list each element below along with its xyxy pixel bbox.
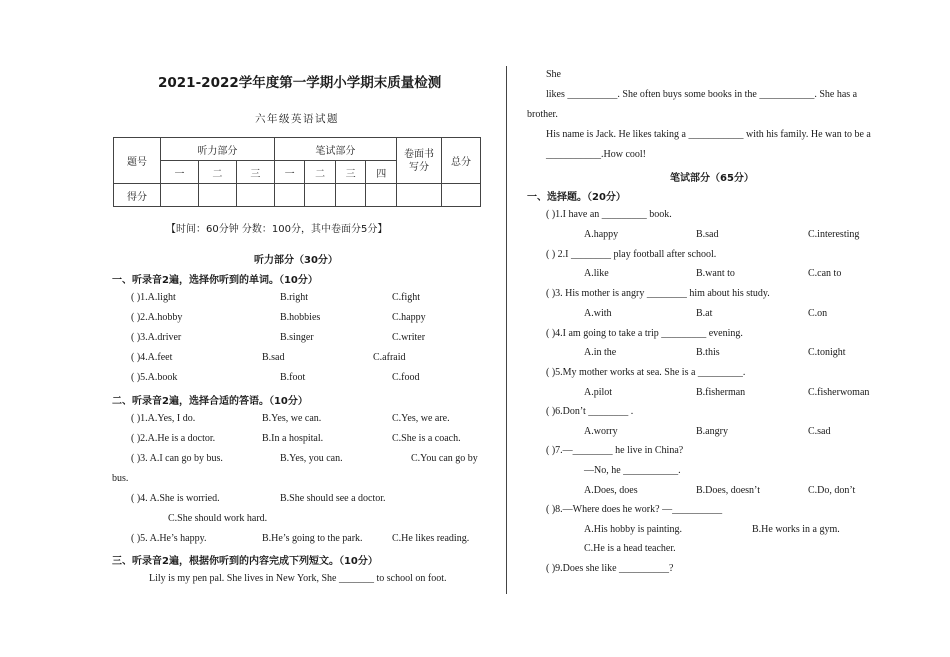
r-q9: ( )9.Does she like __________? — [546, 563, 674, 574]
r-q7-a: A.Does, does — [584, 485, 638, 496]
r-q8-a: A.His hobby is painting. — [584, 524, 683, 535]
r-q4-c: C.tonight — [808, 347, 846, 358]
score-col-w2: 二 — [305, 161, 336, 184]
score-table-handwriting: 卷面书写分 — [397, 138, 442, 184]
l-s2-q4-b: B.She should see a doctor. — [280, 493, 386, 504]
l-s2-q3-wrap: bus. — [112, 473, 129, 484]
score-col-w4: 四 — [366, 161, 397, 184]
r-q8: ( )8.—Where does he work? —__________ — [546, 504, 723, 515]
time-note: 【时间：60分钟 分数：100分，其中卷面分5分】 — [166, 224, 388, 235]
r-q3-b: B.at — [696, 308, 713, 319]
score-cell — [397, 184, 442, 207]
passage-line5: ___________.How cool! — [546, 149, 646, 160]
l-s1-q4-b: B.sad — [262, 352, 285, 363]
score-table-row-label: 题号 — [114, 138, 161, 184]
r-q1: ( )1.I have an _________ book. — [546, 209, 672, 220]
l-s1-q1-c: C.fight — [392, 292, 421, 303]
column-divider — [506, 66, 507, 594]
l-s3-line1: Lily is my pen pal. She lives in New York, She _______ to school on foot. — [149, 573, 447, 584]
r-q6-a: A.worry — [584, 426, 618, 437]
r-q7-line2: —No, he ___________. — [584, 465, 681, 476]
r-q2-b: B.want to — [696, 268, 735, 279]
score-col-w3: 三 — [335, 161, 366, 184]
score-table-total: 总分 — [442, 138, 481, 184]
score-cell — [274, 184, 305, 207]
listening-heading: 听力部分（30分） — [254, 255, 338, 266]
r-q4-b: B.this — [696, 347, 720, 358]
section2-heading: 二、听录音2遍，选择合适的答语。（10分） — [112, 396, 308, 407]
score-table — [113, 137, 481, 207]
exam-subtitle: 六年级英语试题 — [255, 113, 339, 125]
score-col-l1: 一 — [161, 161, 199, 184]
l-s1-q3: ( )3.A.driver — [131, 332, 182, 343]
score-cell — [236, 184, 274, 207]
l-s1-q5-c: C.food — [392, 372, 420, 383]
l-s1-q2-c: C.happy — [392, 312, 426, 323]
r-q6-b: B.angry — [696, 426, 728, 437]
l-s1-q4-c: C.afraid — [373, 352, 406, 363]
l-s1-q4: ( )4.A.feet — [131, 352, 173, 363]
r-q3-c: C.on — [808, 308, 828, 319]
score-cell — [335, 184, 366, 207]
passage-line1: She — [546, 69, 561, 80]
l-s2-q1-c: C.Yes, we are. — [392, 413, 450, 424]
l-s2-q3: ( )3. A.I can go by bus. — [131, 453, 223, 464]
score-col-w1: 一 — [274, 161, 305, 184]
exam-title: 2021-2022学年度第一学期小学期末质量检测 — [158, 75, 442, 91]
r-q3-a: A.with — [584, 308, 612, 319]
r-q7: ( )7.—________ he live in China? — [546, 445, 684, 456]
r-q4-a: A.in the — [584, 347, 617, 358]
l-s1-q3-b: B.singer — [280, 332, 314, 343]
score-cell — [305, 184, 336, 207]
r-q1-b: B.sad — [696, 229, 719, 240]
score-cell — [442, 184, 481, 207]
passage-line3: brother. — [527, 109, 558, 120]
r-q3: ( )3. His mother is angry ________ him about his study. — [546, 288, 770, 299]
l-s2-q5-b: B.He’s going to the park. — [262, 533, 363, 544]
section1-heading: 一、听录音2遍，选择你听到的单词。（10分） — [112, 275, 318, 286]
r-q7-b: B.Does, doesn’t — [696, 485, 760, 496]
r-q5-a: A.pilot — [584, 387, 613, 398]
r-q2-c: C.can to — [808, 268, 842, 279]
r-q1-c: C.interesting — [808, 229, 860, 240]
r-q8-b: B.He works in a gym. — [752, 524, 840, 535]
r-q1-a: A.happy — [584, 229, 619, 240]
r-q8-c: C.He is a head teacher. — [584, 543, 676, 554]
r-q2-a: A.like — [584, 268, 609, 279]
l-s1-q1-b: B.right — [280, 292, 309, 303]
r-q2: ( ) 2.I ________ play football after school. — [546, 249, 717, 260]
score-table-listening: 听力部分 — [161, 138, 275, 161]
r-q5: ( )5.My mother works at sea. She is a _________. — [546, 367, 746, 378]
passage-line2: likes __________. She often buys some books in the ___________. She has a — [546, 89, 858, 100]
l-s2-q2-b: B.In a hospital. — [262, 433, 324, 444]
l-s1-q2: ( )2.A.hobby — [131, 312, 183, 323]
writing-heading: 笔试部分（65分） — [670, 173, 754, 184]
l-s2-q2: ( )2.A.He is a doctor. — [131, 433, 216, 444]
score-col-l2: 二 — [198, 161, 236, 184]
r-q4: ( )4.I am going to take a trip _________ evening. — [546, 328, 743, 339]
l-s2-q3-c: C.You can go by — [411, 453, 478, 464]
r-q7-c: C.Do, don’t — [808, 485, 856, 496]
l-s1-q1: ( )1.A.light — [131, 292, 176, 303]
l-s1-q5-b: B.foot — [280, 372, 306, 383]
r-q6: ( )6.Don’t ________ . — [546, 406, 634, 417]
l-s2-q3-b: B.Yes, you can. — [280, 453, 343, 464]
score-cell — [366, 184, 397, 207]
l-s2-q4-c: C.She should work hard. — [168, 513, 268, 524]
l-s2-q5: ( )5. A.He’s happy. — [131, 533, 207, 544]
l-s1-q3-c: C.writer — [392, 332, 426, 343]
l-s2-q2-c: C.She is a coach. — [392, 433, 461, 444]
score-col-l3: 三 — [236, 161, 274, 184]
l-s2-q1-b: B.Yes, we can. — [262, 413, 322, 424]
r-q5-b: B.fisherman — [696, 387, 746, 398]
l-s1-q2-b: B.hobbies — [280, 312, 321, 323]
score-table-writing: 笔试部分 — [274, 138, 396, 161]
section3-heading: 三、听录音2遍，根据你听到的内容完成下列短文。（10分） — [112, 556, 378, 567]
l-s2-q1: ( )1.A.Yes, I do. — [131, 413, 196, 424]
passage-line4: His name is Jack. He likes taking a ___________ with his family. He wan to be a — [546, 129, 871, 140]
r-q5-c: C.fisherwoman — [808, 387, 870, 398]
score-row-label: 得分 — [114, 184, 161, 207]
score-cell — [198, 184, 236, 207]
l-s2-q4: ( )4. A.She is worried. — [131, 493, 220, 504]
r-q6-c: C.sad — [808, 426, 831, 437]
l-s1-q5: ( )5.A.book — [131, 372, 178, 383]
r-section1-heading: 一、选择题。（20分） — [527, 192, 626, 203]
score-cell — [161, 184, 199, 207]
l-s2-q5-c: C.He likes reading. — [392, 533, 470, 544]
